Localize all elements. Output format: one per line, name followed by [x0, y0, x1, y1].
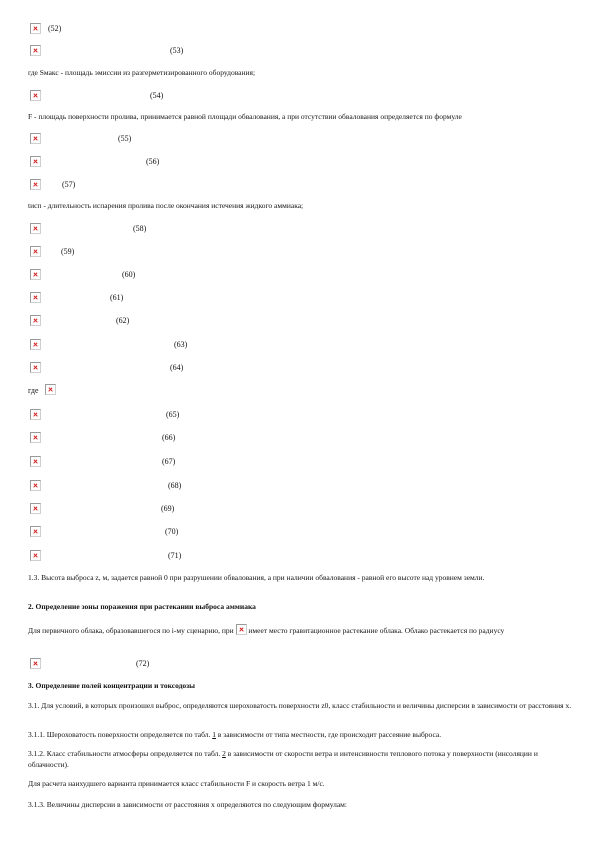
broken-image-icon	[30, 339, 41, 350]
broken-image-icon	[30, 480, 41, 491]
broken-image-icon	[30, 292, 41, 303]
broken-image-icon	[30, 432, 41, 443]
equation-number: (67)	[162, 457, 176, 466]
paragraph-3-1-2-part-a: 3.1.2. Класс стабильности атмосферы определяется по табл.	[28, 749, 221, 758]
equation-number: (71)	[168, 551, 182, 560]
broken-image-icon	[30, 526, 41, 537]
broken-image-icon	[30, 409, 41, 420]
paragraph-3-1-1-part-a: 3.1.1. Шероховатость поверхности определяется по табл.	[28, 730, 211, 739]
broken-image-icon	[30, 179, 41, 190]
heading-section-3: 3. Определение полей концентрации и токсодозы	[28, 681, 196, 690]
equation-number: (64)	[170, 363, 184, 372]
broken-image-icon	[30, 658, 41, 669]
paragraph-worst-case: Для расчета наихудшего варианта принимается класс стабильности F и скорость ветра 1 м/с.	[28, 779, 325, 788]
paragraph-3-1-1-part-b: в зависимости от типа местности, где происходит рассеяние выброса.	[217, 730, 442, 739]
paragraph-3-1-2	[28, 748, 573, 770]
equation-number: (66)	[162, 433, 176, 442]
paragraph-3-1-2-part-b: в зависимости от скорости ветра и интенсивности теплового потока у поверхности (инсоляции и облачности).	[28, 749, 538, 769]
where-f-text: F - площадь поверхности пролива, принимается равной площади обвалования, а при отсутствии обвалования определяется по формуле	[28, 112, 462, 121]
equation-number: (72)	[136, 659, 150, 668]
equation-number: (54)	[150, 91, 164, 100]
paragraph-3-1-3: 3.1.3. Величины дисперсии в зависимости от расстояния x определяются по следующим формулам:	[28, 800, 348, 809]
paragraph-1-3: 1.3. Высота выброса z, м, задается равной 0 при разрушении обвалования, а при наличии обвалования - равной его высоте над уровнем земли.	[28, 573, 485, 582]
where-tisp-text: tисп - длительность испарения пролива после окончания истечения жидкого аммиака;	[28, 201, 304, 210]
table-2-link[interactable]: 2	[222, 749, 226, 758]
equation-number: (69)	[161, 504, 175, 513]
broken-image-icon	[30, 315, 41, 326]
equation-number: (62)	[116, 316, 130, 325]
broken-image-icon	[30, 156, 41, 167]
broken-image-icon	[30, 45, 41, 56]
equation-number: (60)	[122, 270, 136, 279]
broken-image-icon	[30, 550, 41, 561]
broken-image-icon	[236, 624, 247, 635]
equation-number: (61)	[110, 293, 124, 302]
equation-number: (57)	[62, 180, 76, 189]
broken-image-icon	[30, 362, 41, 373]
equation-number: (68)	[168, 481, 182, 490]
broken-image-icon	[30, 503, 41, 514]
broken-image-icon	[30, 269, 41, 280]
where-smax-text: где Sмакс - площадь эмиссии из разгерметизированного оборудования;	[28, 68, 256, 77]
equation-number: (55)	[118, 134, 132, 143]
broken-image-icon	[30, 456, 41, 467]
heading-section-2: 2. Определение зоны поражения при растекании выброса аммиака	[28, 602, 256, 611]
paragraph-section-2	[28, 624, 573, 636]
broken-image-icon	[30, 223, 41, 234]
equation-number: (52)	[48, 24, 62, 33]
broken-image-icon	[30, 23, 41, 34]
broken-image-icon	[30, 246, 41, 257]
equation-number: (59)	[61, 247, 75, 256]
paragraph-2-part-b: имеет место гравитационное растекание облака. Облако растекается по радиусу	[248, 626, 505, 635]
equation-number: (70)	[165, 527, 179, 536]
equation-number: (56)	[146, 157, 160, 166]
table-1-link[interactable]: 1	[212, 730, 216, 739]
equation-number: (65)	[166, 410, 180, 419]
broken-image-icon	[45, 384, 56, 395]
gde-row	[28, 384, 39, 398]
gde-label: где	[28, 386, 39, 395]
equation-number: (58)	[133, 224, 147, 233]
broken-image-icon	[30, 90, 41, 101]
paragraph-3-1: 3.1. Для условий, в которых произошел выброс, определяются шероховатость поверхности z0, класс стабильности и величины дисперсии в зависимости от расстояния x.	[28, 701, 572, 710]
broken-image-icon	[30, 133, 41, 144]
paragraph-2-part-a: Для первичного облака, образовавшегося по i-му сценарию, при	[28, 626, 234, 635]
equation-number: (53)	[170, 46, 184, 55]
equation-number: (63)	[174, 340, 188, 349]
paragraph-3-1-1	[28, 729, 573, 740]
